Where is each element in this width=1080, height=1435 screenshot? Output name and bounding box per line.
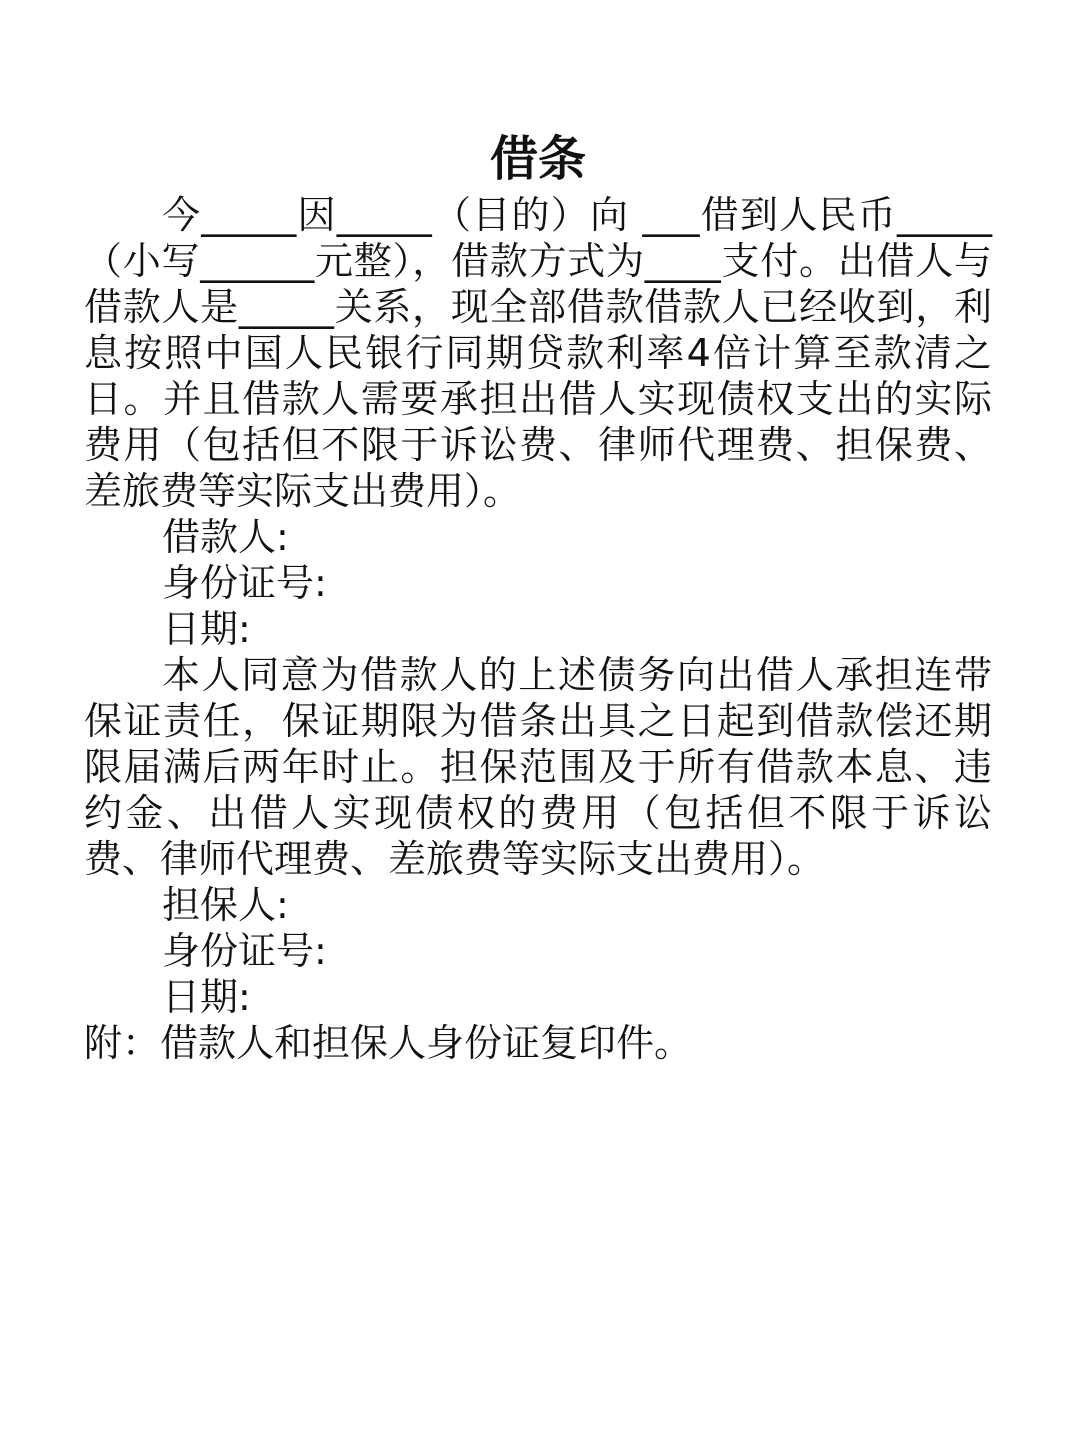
document-title: 借条 bbox=[489, 131, 586, 187]
attachment-note: 附：借款人和担保人身份证复印件。 bbox=[84, 1021, 693, 1065]
document-body bbox=[84, 126, 992, 1066]
guarantor-date-label: 日期: bbox=[162, 975, 251, 1019]
guarantor-id-label: 身份证号: bbox=[162, 929, 327, 973]
borrower-label: 借款人: bbox=[162, 515, 289, 559]
borrower-id-label: 身份证号: bbox=[162, 561, 327, 605]
guarantor-label: 担保人: bbox=[162, 883, 289, 927]
borrower-date-label: 日期: bbox=[162, 607, 251, 651]
loan-paragraph: 今_____因_____（目的）向 ___借到人民币_____（小写______元整），借款方式为____支付。出借人与借款人是_____关系，现全部借款借款人已经收到，利息按照中国人民银行同期贷款利率4倍计算至款清之日。并且借款人需要承担出借人实现债权支出的实际费用（包括但不限于诉讼费、律师代理费、担保费、差旅费等实际支出费用）。 bbox=[84, 193, 992, 513]
guarantee-paragraph: 本人同意为借款人的上述债务向出借人承担连带保证责任，保证期限为借条出具之日起到借款偿还期限届满后两年时止。担保范围及于所有借款本息、违约金、出借人实现债权的费用（包括但不限于诉讼费、律师代理费、差旅费等实际支出费用）。 bbox=[84, 653, 992, 881]
